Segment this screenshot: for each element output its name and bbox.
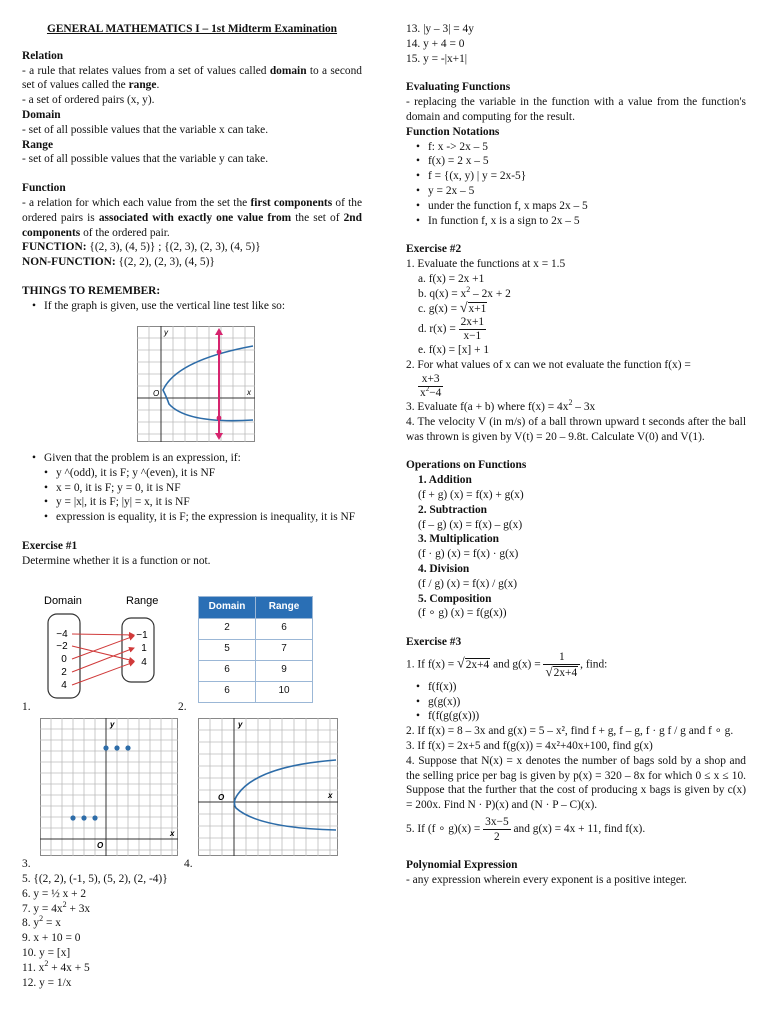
table-row: 5 7 [199, 639, 313, 660]
range-value: −1 [136, 630, 148, 641]
relation-def-2: - a set of ordered pairs (x, y). [22, 94, 155, 107]
exercise-item-8: 8. $y^2 = x$ [22, 914, 61, 930]
exercise-label-1: 1. [22, 701, 31, 713]
vertical-line-test-graph [137, 326, 255, 442]
parabola-graph [198, 718, 338, 856]
exercise-item-5: 5. {(2, 2), (-1, 5), (5, 2), (2, -4)} [22, 873, 168, 885]
exercise-item-11: 11. $x^2 + 4x + 5$ [22, 958, 90, 974]
domain-value: −4 [56, 629, 68, 640]
function-heading: Function [22, 182, 66, 195]
op-multiplication-formula: (f · g) (x) = f(x) · g(x) [418, 548, 519, 561]
remember-bullet-2: • Given that the problem is an expression, if: [44, 451, 362, 466]
exercise-1-items [22, 872, 362, 990]
mapping-range-title: Range [126, 595, 159, 607]
exercise-2-q4: 4. The velocity V (in m/s) of a ball thrown upward t seconds after the ball was thrown is given by V(t) = 20 – 9.8t. Calculate V(0) and V(1). [406, 415, 746, 443]
svg-text:O: O [97, 841, 104, 850]
table-header-range: Range [256, 597, 313, 619]
dot-graph [40, 718, 178, 856]
mapping-diagram [30, 590, 170, 708]
evaluating-heading: Evaluating Functions [406, 81, 511, 94]
relation-def-1: - a rule that relates values from a set of values called domain to a second set of values called the range. [22, 64, 363, 92]
range-value: 4 [141, 657, 147, 668]
exercise-label-2: 2. [178, 701, 187, 713]
exercise-2-q3: 3. Evaluate f(a + b) where $f(x) = 4x^2 - 3x$ [406, 398, 596, 413]
table-row: 2 6 [199, 618, 313, 639]
exercise-item-14: 14. y + 4 = 0 [406, 37, 465, 50]
exercise-3-q4: 4. Suppose that N(x) = x denotes the number of bags sold by a shop and the selling price per bag is given by p(x) = 320 – 8x for which 0 ≤ x ≤ 10. Suppose that the further that the cost of producing x bags is given by c(x) = 200x. Find N · P)(x) and (N · P – C)(x). [406, 754, 746, 812]
exercise-1-instruction: Determine whether it is a function or not. [22, 554, 211, 567]
range-def: - set of all possible values that the variable y can take. [22, 153, 269, 166]
exercise-3-q2: 2. If f(x) = 8 – 3x and g(x) = 5 – x², find f + g, f – g, f · g f / g and f ∘ g. [406, 725, 734, 738]
mapping-domain-title: Domain [44, 595, 82, 607]
non-function-example: NON-FUNCTION: {(2, 2), (2, 3), (4, 5)} [22, 256, 215, 269]
exercise-3-heading: Exercise #3 [406, 636, 462, 649]
op-subtraction: 2. Subtraction [418, 503, 487, 516]
table-row: 6 9 [199, 660, 313, 681]
relation-heading: Relation [22, 49, 64, 62]
exercise-2-q2: 2. For what values of x can we not evaluate the function f(x) = [406, 359, 691, 372]
op-addition-formula: (f + g) (x) = f(x) + g(x) [418, 488, 524, 501]
exercise-item-10: 10. y = [x] [22, 946, 71, 959]
exercise-label-4: 4. [184, 858, 193, 870]
remember-sub-4: • expression is equality, it is F; the expression is inequality, it is NF [56, 510, 362, 525]
exercise-1-heading: Exercise #1 [22, 539, 78, 552]
exercise-item-6: 6. y = ½ x + 2 [22, 887, 87, 900]
svg-text:x: x [328, 791, 333, 800]
function-example: FUNCTION: {(2, 3), (4, 5)} ; {(2, 3), (2, 3), (4, 5)} [22, 241, 261, 254]
op-addition: 1. Addition [418, 474, 472, 487]
exam-title: GENERAL MATHEMATICS I – 1st Midterm Examination [46, 23, 338, 35]
svg-text:y: y [110, 720, 115, 729]
exercise-item-9: 9. x + 10 = 0 [22, 932, 81, 945]
notation-item: • In function f, x is a sign to 2x – 5 [428, 214, 746, 229]
exercise-3-q1: 1. If f(x) = √2x+4 and g(x) = $\frac{1}{√2x+4}$ , find: [406, 650, 608, 679]
op-division: 4. Division [418, 562, 470, 575]
svg-text:x: x [247, 388, 251, 397]
remember-sub-1: • y ^(odd), it is F; y ^(even), it is NF [56, 466, 362, 481]
table-header-domain: Domain [199, 597, 256, 619]
exercise-2-q1e: e. f(x) = [x] + 1 [418, 344, 490, 357]
polynomial-def: - any expression wherein every exponent is a positive integer. [406, 873, 687, 886]
exercise-2-q1d: d. r(x) = $\frac{2x+1}{x-1}$ [418, 316, 485, 343]
exercise-3-bullet: • g(g(x)) [428, 695, 746, 710]
exercise-2-q1a: a. f(x) = 2x +1 [418, 272, 485, 285]
remember-heading: THINGS TO REMEMBER: [22, 284, 161, 297]
op-division-formula: (f / g) (x) = f(x) / g(x) [418, 577, 518, 590]
exercise-item-13: 13. |y – 3| = 4y [406, 23, 474, 35]
function-def: - a relation for which each value from the set the first components of the ordered pairs is associated with exactly one value from the set of 2nd components of the ordered pair. [22, 196, 363, 239]
exercise-2-q1b: b. $q(x) = x^2 - 2x + 2$ [418, 284, 511, 300]
notation-item: • f: x -> 2x – 5 [428, 140, 746, 155]
left-column [22, 22, 362, 314]
table-row: 6 10 [199, 681, 313, 702]
exercise-label-3: 3. [22, 858, 31, 870]
svg-text:y: y [238, 720, 243, 729]
op-composition-formula: (f ∘ g) (x) = f(g(x)) [418, 607, 507, 620]
exercise-2-q1: 1. Evaluate the functions at x = 1.5 [406, 258, 566, 271]
svg-text:O: O [218, 793, 225, 802]
op-multiplication: 3. Multiplication [418, 533, 500, 546]
svg-text:x: x [170, 829, 175, 838]
range-heading: Range [22, 138, 54, 151]
notation-item: • f = {(x, y) | y = 2x-5} [428, 169, 746, 184]
op-subtraction-formula: (f – g) (x) = f(x) – g(x) [418, 518, 523, 531]
evaluating-def: - replacing the variable in the function with a value from the function's domain and computing for the result. [406, 96, 746, 123]
domain-value: −2 [56, 641, 68, 652]
exercise-item-12: 12. y = 1/x [22, 976, 72, 989]
remember-bullet-1: • If the graph is given, use the vertical line test like so: [44, 299, 362, 314]
right-column [406, 22, 746, 888]
svg-text:O: O [153, 389, 160, 398]
domain-value: 4 [61, 680, 67, 691]
exercise-2-heading: Exercise #2 [406, 243, 462, 256]
domain-value: 0 [61, 654, 67, 665]
op-composition: 5. Composition [418, 592, 492, 605]
exercise-item-7: 7. $y = 4x^2 + 3x$ [22, 899, 91, 915]
remember-sub-2: • x = 0, it is F; y = 0, it is NF [56, 481, 362, 496]
exercise-3-q5: 5. If (f ∘ g)(x) = $\frac{3x-5}{2}$ and g(x) = 4x + 11, find f(x). [406, 816, 646, 844]
domain-value: 2 [61, 667, 67, 678]
exercise-3-bullet: • f(f(g(g(x))) [428, 709, 746, 724]
notation-item: • f(x) = 2 x – 5 [428, 154, 746, 169]
exercise-2-q1c: c. g(x) = √x+1 [418, 300, 487, 316]
domain-range-table [198, 596, 313, 703]
notation-item: • under the function f, x maps 2x – 5 [428, 199, 746, 214]
operations-heading: Operations on Functions [406, 459, 527, 472]
polynomial-heading: Polynomial Expression [406, 859, 518, 872]
notations-heading: Function Notations [406, 125, 500, 138]
exercise-3-q3: 3. If f(x) = 2x+5 and f(g(x)) = 4x²+40x+100, find g(x) [406, 740, 653, 753]
exercise-item-15: 15. y = -|x+1| [406, 52, 468, 65]
exercise-3-bullet: • f(f(x)) [428, 680, 746, 695]
exercise-2-q2-fraction: $\frac{x+3}{x^2-4}$ [420, 372, 442, 399]
domain-heading: Domain [22, 108, 61, 121]
range-value: 1 [141, 643, 147, 654]
remember-sub-3: • y = |x|, it is F; |y| = x, it is NF [56, 495, 362, 510]
svg-text:y: y [164, 328, 168, 337]
remember-continued [22, 451, 362, 569]
notation-item: • y = 2x – 5 [428, 184, 746, 199]
domain-def: - set of all possible values that the variable x can take. [22, 123, 269, 136]
